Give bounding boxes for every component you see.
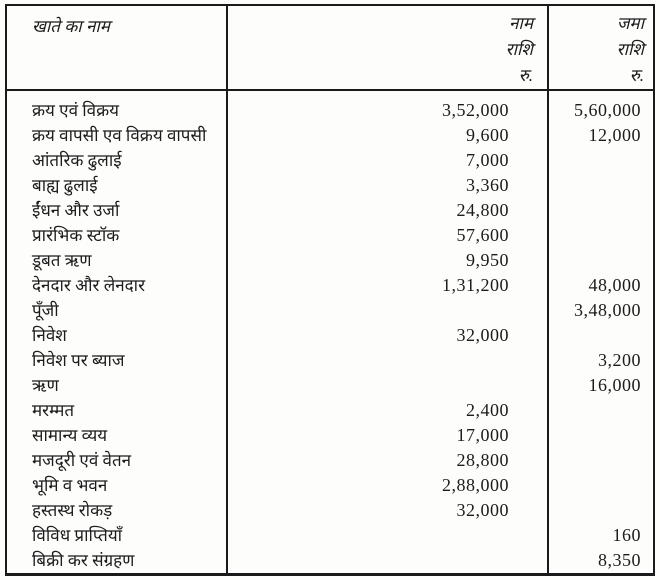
debit-cell: 7,000	[466, 150, 509, 170]
col-header-debit	[228, 6, 549, 89]
table-body	[7, 91, 653, 573]
table-header-row	[7, 6, 653, 91]
debit-cell: 2,88,000	[442, 475, 509, 495]
col-header-account-label: खाते का नाम	[32, 17, 110, 36]
credit-cell	[549, 423, 653, 448]
credit-cell: 12,000	[588, 125, 641, 145]
debit-cell: 2,400	[466, 400, 509, 420]
account-cell: सामान्य व्यय	[32, 426, 108, 445]
debit-cell	[228, 348, 547, 373]
col-header-account	[7, 6, 228, 89]
debit-cell	[228, 298, 547, 323]
account-cell: ईंधन और उर्जा	[32, 201, 120, 220]
debit-column	[228, 91, 549, 573]
account-column	[7, 91, 228, 573]
col-header-debit-line2: राशि	[505, 40, 533, 59]
debit-cell: 57,600	[456, 225, 509, 245]
account-cell: भूमि व भवन	[32, 476, 108, 495]
credit-cell	[549, 148, 653, 173]
debit-cell: 24,800	[456, 200, 509, 220]
col-header-credit	[549, 6, 653, 89]
account-cell: पूँजी	[32, 301, 59, 320]
debit-cell: 28,800	[456, 450, 509, 470]
credit-cell	[549, 498, 653, 523]
debit-cell	[228, 373, 547, 398]
account-cell: निवेश पर ब्याज	[32, 351, 125, 370]
account-cell: ऋण	[32, 376, 59, 395]
credit-cell: 5,60,000	[574, 100, 641, 120]
account-cell: मजदूरी एवं वेतन	[32, 451, 132, 470]
debit-cell: 3,52,000	[442, 100, 509, 120]
account-cell: देनदार और लेनदार	[32, 276, 146, 295]
account-cell: बाह्य ढुलाई	[32, 176, 98, 195]
credit-cell	[549, 473, 653, 498]
debit-cell: 3,360	[466, 175, 509, 195]
col-header-credit-line1: जमा	[616, 14, 644, 33]
debit-cell: 1,31,200	[442, 275, 509, 295]
credit-cell: 8,350	[598, 550, 641, 570]
trial-balance-table	[5, 4, 655, 576]
credit-column	[549, 91, 653, 573]
account-cell: बिक्री कर संग्रहण	[32, 551, 135, 570]
col-header-debit-line3: रु.	[518, 66, 533, 85]
debit-cell: 17,000	[456, 425, 509, 445]
credit-cell	[549, 323, 653, 348]
credit-cell	[549, 198, 653, 223]
account-cell: मरम्मत	[32, 401, 75, 420]
credit-cell	[549, 248, 653, 273]
account-cell: डूबत ऋण	[32, 251, 92, 270]
credit-cell	[549, 173, 653, 198]
col-header-debit-line1: नाम	[508, 14, 533, 33]
credit-cell: 16,000	[588, 375, 641, 395]
account-cell: निवेश	[32, 326, 67, 345]
credit-cell: 160	[612, 525, 641, 545]
account-cell: विविध प्राप्तियाँ	[32, 526, 123, 545]
col-header-credit-line2: राशि	[616, 40, 644, 59]
debit-cell: 32,000	[456, 325, 509, 345]
debit-cell: 9,950	[466, 250, 509, 270]
credit-cell	[549, 398, 653, 423]
debit-cell	[228, 523, 547, 548]
debit-cell	[228, 548, 547, 573]
credit-cell: 3,200	[598, 350, 641, 370]
credit-cell: 3,48,000	[574, 300, 641, 320]
account-cell: प्रारंभिक स्टॉक	[32, 226, 120, 245]
credit-cell: 48,000	[588, 275, 641, 295]
account-cell: हस्तस्थ रोकड़	[32, 501, 113, 520]
account-cell: क्रय एवं विक्रय	[32, 101, 120, 120]
debit-cell: 9,600	[466, 125, 509, 145]
credit-cell	[549, 448, 653, 473]
account-cell: क्रय वापसी एव विक्रय वापसी	[32, 126, 207, 145]
debit-cell: 32,000	[456, 500, 509, 520]
col-header-credit-line3: रु.	[629, 66, 644, 85]
credit-cell	[549, 223, 653, 248]
account-cell: आंतरिक ढुलाई	[32, 151, 122, 170]
